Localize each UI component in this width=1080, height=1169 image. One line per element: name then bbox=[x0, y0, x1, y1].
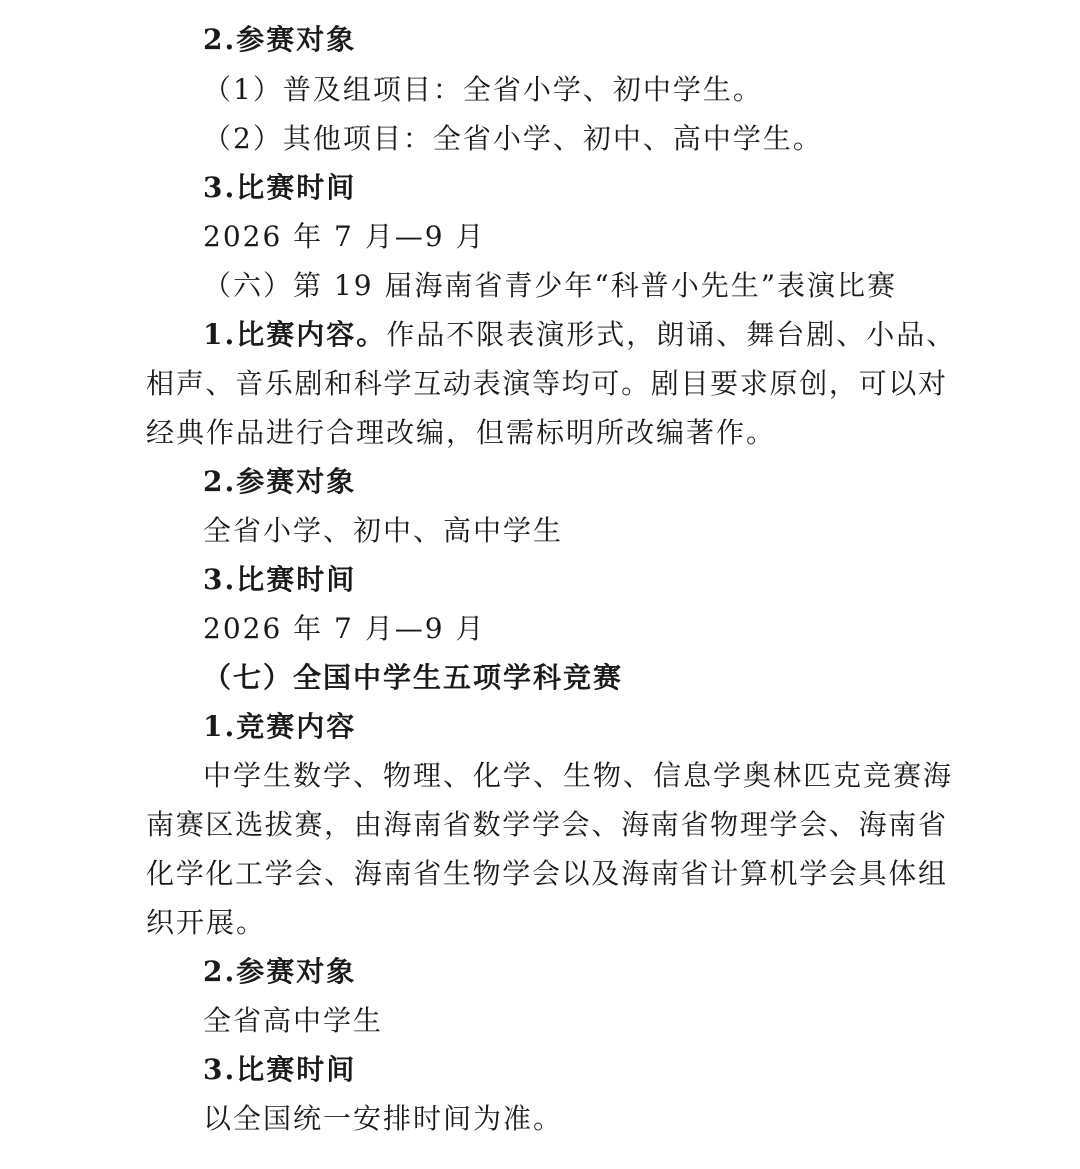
section7-content-line2: 南赛区选拔赛，由海南省数学学会、海南省物理学会、海南省 bbox=[146, 808, 946, 841]
section5-participants-item1: （1）普及组项目：全省小学、初中学生。 bbox=[203, 73, 763, 106]
section5-participants-item2: （2）其他项目：全省小学、初中、高中学生。 bbox=[203, 122, 823, 155]
section6-content-line1: 作品不限表演形式，朗诵、舞台剧、小品、 bbox=[386, 318, 957, 351]
section7-content-line3: 化学化工学会、海南省生物学会以及海南省计算机学会具体组 bbox=[146, 857, 946, 890]
section7-time-heading: 3.比赛时间 bbox=[203, 1053, 357, 1086]
section5-participants-heading: 2.参赛对象 bbox=[203, 23, 357, 56]
section5-time-value: 2026 年 7 月—9 月 bbox=[203, 220, 486, 253]
section7-content-heading: 1.竞赛内容 bbox=[203, 710, 357, 743]
section5-time-heading: 3.比赛时间 bbox=[203, 171, 357, 204]
section7-content-line4: 织开展。 bbox=[146, 906, 267, 939]
section7-title: （七）全国中学生五项学科竞赛 bbox=[203, 661, 624, 694]
section6-content-first-line bbox=[203, 315, 956, 355]
section6-participants-heading: 2.参赛对象 bbox=[203, 465, 357, 498]
section7-participants-value: 全省高中学生 bbox=[203, 1004, 384, 1037]
section6-title: （六）第 19 届海南省青少年“科普小先生”表演比赛 bbox=[203, 269, 898, 302]
section7-content-line1: 中学生数学、物理、化学、生物、信息学奥林匹克竞赛海 bbox=[203, 759, 954, 792]
section7-participants-heading: 2.参赛对象 bbox=[203, 955, 357, 988]
section6-content-label: 1.比赛内容。 bbox=[203, 318, 387, 351]
section6-content-line2: 相声、音乐剧和科学互动表演等均可。剧目要求原创，可以对 bbox=[146, 367, 946, 400]
section6-content-line3: 经典作品进行合理改编，但需标明所改编著作。 bbox=[146, 416, 777, 449]
section7-time-value: 以全国统一安排时间为准。 bbox=[203, 1102, 564, 1135]
section6-time-heading: 3.比赛时间 bbox=[203, 563, 357, 596]
section6-time-value: 2026 年 7 月—9 月 bbox=[203, 612, 486, 645]
section6-participants-value: 全省小学、初中、高中学生 bbox=[203, 514, 564, 547]
